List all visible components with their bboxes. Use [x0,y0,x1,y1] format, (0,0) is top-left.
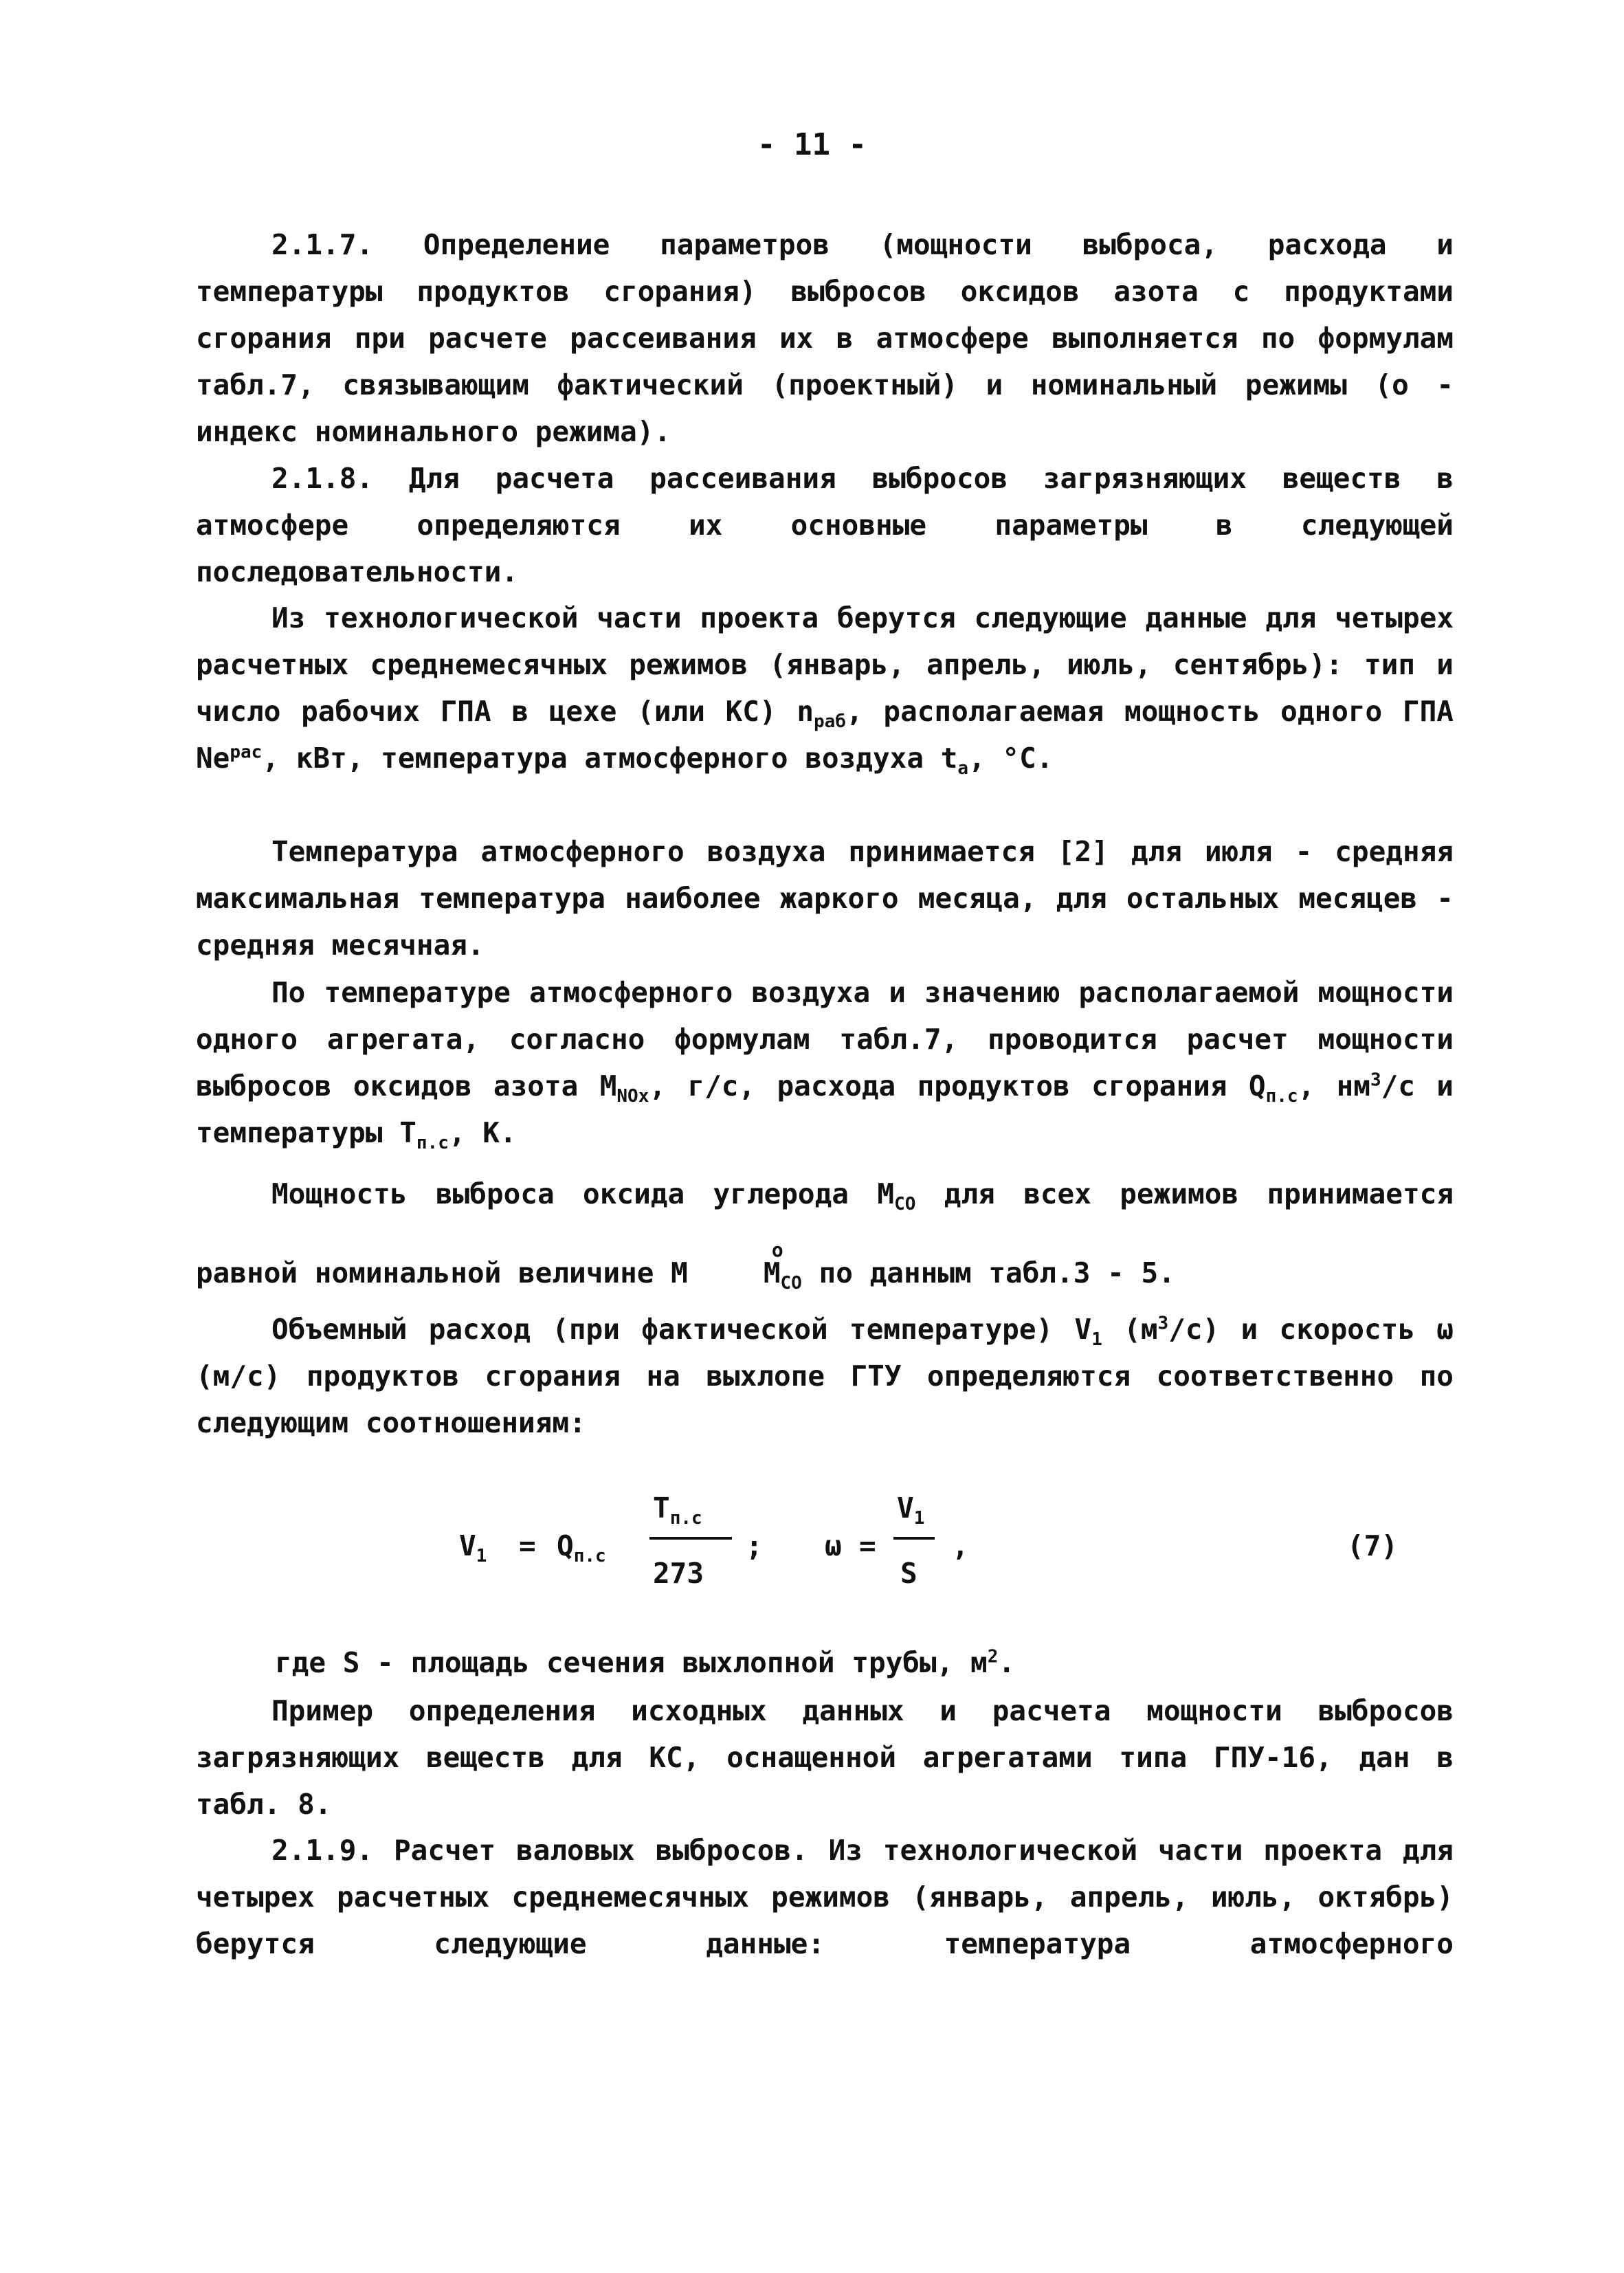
formula-equals: = [519,1529,536,1562]
formula-omega: ω [825,1529,842,1562]
paragraph-tech-data: Из технологической части проекта берутся следующие данные для четырех расчетных среднемесячных режимов (январь, апрель, июль, сентябрь): тип и число рабочих ГПА в цехе (или КС) $n_{раб}$, располагаемая мощность одного ГПА $Ne^{рас}$, кВт, температура атмосферного воздуха $t_a$, °С. [196,601,1454,779]
equation-number: (7) [1347,1529,1399,1562]
formula-semicolon: ; [746,1529,763,1562]
page-number: - 11 - [757,127,867,162]
formula-v-numerator: $V_1$ [897,1492,925,1529]
paragraph-2-1-8: 2.1.8. Для расчета рассеивания выбросов загрязняющих веществ в атмосфере определяются их основные параметры в следующей последовательности. [196,462,1454,588]
formula-q: $Q_{п.с}$ [557,1529,606,1567]
formula-t-numerator: $T_{п.с}$ [653,1492,702,1529]
formula-s: S [900,1557,917,1590]
formula-v1: $V_1$ [459,1529,487,1567]
fraction-bar-1 [649,1537,732,1540]
paragraph-where-s: где S - площадь сечения выхлопной трубы, $м^2$. [275,1646,1016,1679]
formula-equals-2: = [859,1529,876,1562]
paragraph-example: Пример определения исходных данных и расчета мощности выбросов загрязняющих веществ для КС, оснащенной агрегатами типа ГПУ-16, дан в табл. 8. [196,1694,1454,1821]
paragraph-air-temperature: Температура атмосферного воздуха принимается [2] для июля - средняя максимальная температура наиболее жаркого месяца, для остальных месяцев - средняя месячная. [196,835,1454,962]
formula-7 [0,1492,1624,1608]
formula-273: 273 [653,1557,704,1590]
formula-comma: , [952,1529,969,1562]
paragraph-2-1-9: 2.1.9. Расчет валовых выбросов. Из технологической части проекта для четырех расчетных среднемесячных режимов (январь, апрель, июль, октябрь) берутся следующие данные: температура атмосферного [196,1834,1454,1960]
fraction-bar-2 [893,1537,935,1540]
paragraph-volume-flow: Объемный расход (при фактической температуре) $V_1$ $(м^3/с)$ и скорость ω (м/с) продуктов сгорания на выхлопе ГТУ определяются соответственно по следующим соотношениям: [196,1313,1454,1439]
paragraph-2-1-7: 2.1.7. Определение параметров (мощности выброса, расхода и температуры продуктов сгорания) выбросов оксидов азота с продуктами сгорания при расчете рассеивания их в атмосфере выполняется по формулам табл.7, связывающим фактический (проектный) и номинальный режимы (о - индекс номинального режима). [196,228,1454,448]
paragraph-calculation: По температуре атмосферного воздуха и значению располагаемой мощности одного агрегата, согласно формулам табл.7, проводится расчет мощности выбросов оксидов азота $M_{NOx}$, г/с, расхода продуктов сгорания $Q_{п.с}$, $нм^3/с$ и температуры $T_{п.с}$, К. [196,976,1454,1154]
paragraph-co-emission: Мощность выброса оксида углерода $M_{CO}$ для всех режимов принимается равной номинальной величине M o $M_{CO}$ по данным табл.3 - 5. [196,1177,1454,1294]
